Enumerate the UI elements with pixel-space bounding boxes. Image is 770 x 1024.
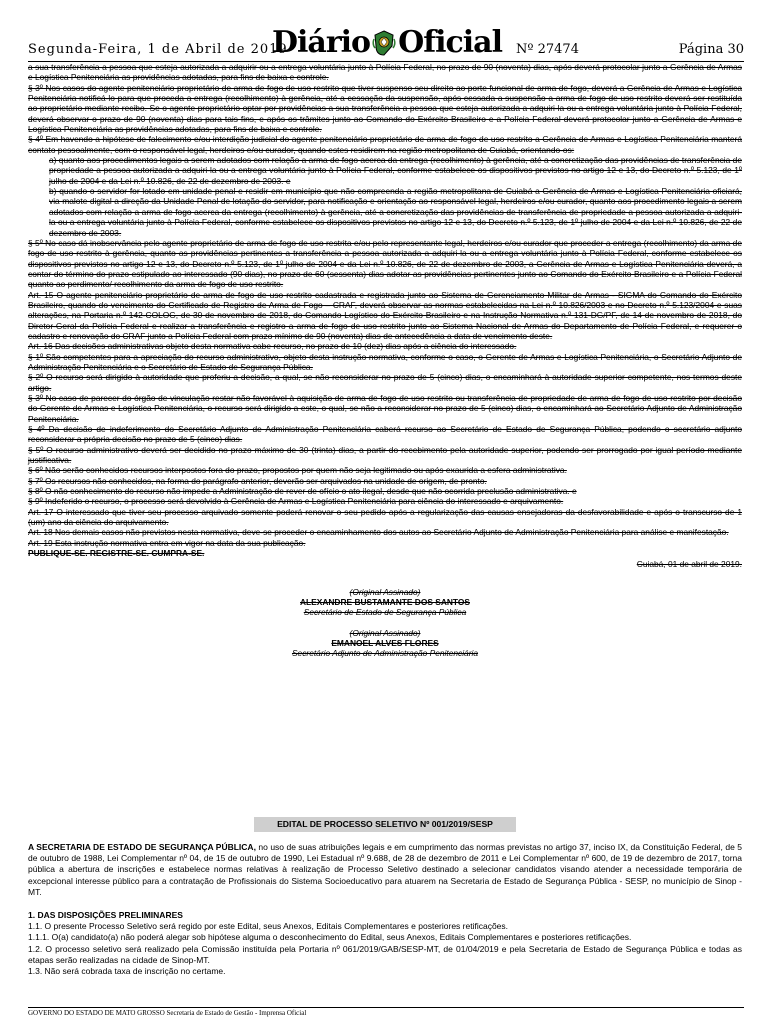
paragraph: a sua transferência a pessoa que esteja autorizada a adquirir ou a entrega voluntária junto à Polícia Federal, no prazo de 90 (noventa) dias, após deverá protocolar junto a Gerência de Armas e Logística Penitenciária as providências adotadas, para fins de baixa e controle. <box>28 62 742 83</box>
signature-note: (Original Assinado) <box>349 627 421 638</box>
title-left: Diário <box>272 25 371 60</box>
paragraph: § 6º Não serão conhecidos recursos interpostos fora do prazo, propostos por quem não seja legitimado ou após exaurida a esfera administrativa. <box>28 465 567 476</box>
intro-text: no uso de suas atribuições legais e em cumprimento das normas previstas no artigo 37, inciso IX, da Constituição Federal, de 5 de outubro de 1988, Lei Complementar nº 04, de 15 de outubro de 1990, Lei Estadual nº 9.688, de 28 de dezembro de 2011 e Lei Complementar nº 600, de 19 de dezembro de 2017, torna pública a abertura de inscrições e estabelece normas relativas à realização de Processo Seletivo destinado a selecionar candidatos visando atender a necessidade temporária de excepcional interesse público para a contratação de Profissionais do Sistema Socioeducativo para atuarem na Secretaria de Estado de Segurança Pública - SESP, no município de Sinop - MT <box>28 842 743 897</box>
paragraph: Art. 17 O interessado que tiver seu processo arquivado somente poderá renovar o seu pedido após a regularização das causas ensejadoras da desfavorabilidade e após o transcurso de 1 (um) ano da ciência do arquivamento. <box>28 506 742 528</box>
signatures <box>28 587 742 659</box>
signature-note: (Original Assinado) <box>349 586 421 597</box>
signatory-role: Secretário Adjunto de Administração Penitenciária <box>291 648 479 659</box>
paragraph: § 4º Da decisão de indeferimento do Secretário Adjunto de Administração Penitenciária caberá recurso ao Secretário de Estado de Segurança Pública, podendo o secretário adjunto reconsiderar a própria decisão no prazo de 5 (cinco) dias. <box>28 424 742 445</box>
paragraph: § 5º No caso dá inobservância pelo agente proprietário de arma de fogo de uso restrita e/ou pelo representante legal, herdeiros e/ou curador que proceder a entrega (recolhimento) da arma de fogo de uso restrito à gerência, quanto as providências pertinentes a transferência a pessoa autorizada a adquiri-la ou a entrega voluntária junto à Polícia Federal, conforme estabelece os dispositivos previstos no artigo 12 e 13, do Decreto n.º 5.123, de 1º julho de 2004 e da Lei n.º 10.826, de 22 de dezembro de 2003, a Gerência de Armas e Logística Penitenciária deverá, a contar do término do prazo estipulado ao interessado (90 dias), no prazo de 60 (sessenta) dias adotar as providências pertinentes junto ao Comando do Exército Brasileiro e a Polícia Federal quanto ao perdimento/ recolhimento da arma de fogo de uso restrito. <box>28 237 742 290</box>
revoked-normative-text <box>28 62 742 659</box>
paragraph: § 5º O recurso administrativo deverá ser decidido no prazo máximo de 30 (trinta) dias, a partir do recebimento pela autoridade superior, podendo ser prorrogado por igual período mediante justificativa. <box>28 444 742 466</box>
paragraph: Art. 16 Das decisões administrativas objeto desta normativa cabe recurso, no prazo de 10 (dez) dias após a ciência do interessado. <box>28 341 517 352</box>
issue-date: Segunda-Feira, 1 de Abril de 2019 <box>28 42 288 57</box>
signatory-name: EMANOEL ALVES FLORES <box>331 638 439 649</box>
paragraph: § 8º O não conhecimento do recurso não impede a Administração de rever de ofício o ato ilegal, desde que não ocorrida preclusão administrativa. e <box>28 486 577 497</box>
paragraph: Art. 19 Esta instrução normativa entra em vigor na data da sua publicação. <box>28 537 306 548</box>
signatory-name: ALEXANDRE BUSTAMANTE DOS SANTOS <box>300 597 470 608</box>
paragraph: § 2º O recurso será dirigido à autoridade que proferiu a decisão, a qual, se não reconsiderar no prazo de 5 (cinco) dias, o encaminhará à autoridade superior competente, nos termos deste artigo. <box>28 372 742 393</box>
section-title: 1. DAS DISPOSIÇÕES PRELIMINARES <box>28 910 183 921</box>
section-item: 1.3. Não será cobrada taxa de inscrição no certame. <box>28 966 226 977</box>
paragraph: § 4º Em havendo a hipótese de falecimento e/ou interdição judicial do agente penitenciário proprietário de arma de fogo de uso restrito a Gerência de Armas e Logística Penitenciária manterá contato pessoalmente, com o responsável legal, herdeiros e/ou curador, quando estes residirem na região metropolitana de Cuiabá, orientando-os: <box>28 134 742 155</box>
masthead <box>28 26 744 60</box>
state-coat-of-arms-icon <box>372 30 396 56</box>
page-number: Página 30 <box>678 42 744 57</box>
section-item: 1.2. O processo seletivo será realizado pela Comissão instituída pela Portaria nº 061/2019/GAB/SESP-MT, de 01/04/2019 e pela Secretaria de Estado de Segurança Pública e todas as etapas serão realizadas na cidade de Sinop-MT. <box>28 943 742 965</box>
edital-body <box>28 842 742 977</box>
signature-block <box>28 628 742 659</box>
place-date: Cuiabá, 01 de abril de 2019. <box>636 558 742 569</box>
publication-title <box>272 26 502 60</box>
issuer: A SECRETARIA DE ESTADO DE SEGURANÇA PÚBLICA, <box>28 842 256 852</box>
paragraph: § 1º São competentes para a apreciação do recurso administrativo, objeto desta instrução normativa, conforme o caso, o Gerente de Armas e Logística Penitenciária, o Secretário Adjunto de Administração Penitenciária e o Secretário de Estado de Segurança Pública. <box>28 351 742 372</box>
issue-number: Nº 27474 <box>516 42 579 57</box>
edital-intro <box>28 842 742 898</box>
closing-formula: PUBLIQUE-SE. REGISTRE-SE. CUMPRA-SE. <box>28 548 205 559</box>
section-item: 1.1.1. O(a) candidato(a) não poderá alegar sob hipótese alguma o desconhecimento do Edital, seus Anexos, Editais Complementares e posteriores retificações. <box>28 932 632 943</box>
list-item: a) quanto aos procedimentos legais a serem adotados com relação a arma de fogo acerca da entrega (recolhimento) à gerência, até a concretização das providências de transferência de propriedade a pessoa autorizada a adquiri-la ou a entrega voluntária junto à Polícia Federal, conforme estabelece os dispositivos previstos no artigo 12 e 13, do Decreto n.º 5.123, de 1º julho de 2004 e da Lei n.º 10.826, de 22 de dezembro de 2003. e <box>49 155 742 186</box>
intro-end: . <box>39 886 42 897</box>
section-item: 1.1. O presente Processo Seletivo será regido por este Edital, seus Anexos, Editais Complementares e posteriores retificações. <box>28 921 509 932</box>
page-footer: GOVERNO DO ESTADO DE MATO GROSSO Secretaria de Estado de Gestão - Imprensa Oficial <box>28 1007 744 1018</box>
signatory-role: Secretário de Estado de Segurança Pública <box>303 607 467 618</box>
title-right: Oficial <box>398 25 502 60</box>
signature-block <box>28 587 742 618</box>
paragraph: § 7º Os recursos não conhecidos, na forma do parágrafo anterior, deverão ser arquivados na unidade de origem, de pronto. <box>28 475 487 486</box>
paragraph: Art. 18 Nos demais casos não previstos nesta normativa, deve-se proceder o encaminhamento dos autos ao Secretário Adjunto de Administração Penitenciária para análise e manifestação. <box>28 527 729 538</box>
edital-title: EDITAL DE PROCESSO SELETIVO Nº 001/2019/SESP <box>254 817 516 832</box>
paragraph: § 3º No caso de parecer do órgão de vinculação restar não favorável à aquisição de arma de fogo de uso restrito ou transferência de propriedade de arma de fogo de uso restrito por decisão do Gerente de Armas e Logística Penitenciária, o recurso será dirigido a este, o qual, se não a reconsiderar no prazo de 5 (cinco) dias, o encaminhará ao Secretário Adjunto de Administração Penitenciária. <box>28 393 742 424</box>
list-item: b) quando o servidor for lotado em unidade penal e residir em município que não compreenda a região metropolitana de Cuiabá a Gerência de Armas e Logística Penitenciária oficiará, via malote digital a direção da Unidade Penal de lotação do servidor, para notificação e orientação ao responsável legal, herdeiros e/ou curador, quanto aos procedimento legais a serem adotados com relação a arma de fogo acerca da entrega (recolhimento) à gerência, até a concretização das providências de transferência de propriedade a pessoa autorizada a adquiri-la ou a entrega voluntária junto à Polícia Federal, conforme estabelece os dispositivos previstos no artigo 12 e 13, do Decreto n.º 5.123, de 1º julho de 2004 e da Lei n.º 10.826, de 22 de dezembro de 2003. <box>49 186 742 238</box>
paragraph: Art. 15 O agente penitenciário proprietário de arma de fogo de uso restrito cadastrada e registrada junto ao Sistema de Gerenciamento Militar de Armas - SIGMA do Comando do Exército Brasileiro, quando do vencimento do Certificado de Registro de Arma de Fogo – CRAF, deverá observar as normas estabelecidas na Lei n.º 10.826/2003 e no Decreto n.º 5.123/2004 e suas alterações, na Portaria n.º 142-COLOG, de 30 de novembro de 2018, do Comando Logístico do Exército Brasileiro e na Instrução Normativa n.º 131-DG/PF, de 14 de novembro de 2018, do Diretor-Geral da Polícia Federal e realizar a transferência e registro a arma de fogo de uso restrito junto ao Sistema Nacional de Armas do Departamento de Polícia Federal, e requerer o cadastro e renovação do CRAF junto a Polícia Federal com prazo mínimo de 90 (noventa) dias de antecedência a data de vencimento deste. <box>28 289 742 341</box>
paragraph: § 3º Nos casos do agente penitenciário proprietário de arma de fogo de uso restrito que tiver suspenso seu direito ao porte funcional de arma de fogo, deverá a Gerência de Armas e Logística Penitenciária notificá-lo para que proceda a entrega (recolhimento) à gerência, até a cessação da suspensão, após cessada a suspensão a arma de fogo de uso restrito deverá ser restituída ao proprietário mediante recibo. Se o agente proprietário optar por providências a sua transferência a pessoa que esteja autorizada a adquiri-la ou a entrega voluntária junto à Polícia Federal, deverá observar o prazo de 90 (noventa) dias para tais fins, e após os trâmites junto ao Comando do Exército Brasileiro e a Polícia Federal deverá protocolar junto a Gerência de Armas e Logística Penitenciária as providências adotadas, para fins de baixa e controle. <box>28 82 742 135</box>
paragraph: § 9º Indeferido o recurso, o processo será devolvido à Gerência de Armas e Logística Penitenciária para ciência do interessado e arquivamento. <box>28 496 564 507</box>
